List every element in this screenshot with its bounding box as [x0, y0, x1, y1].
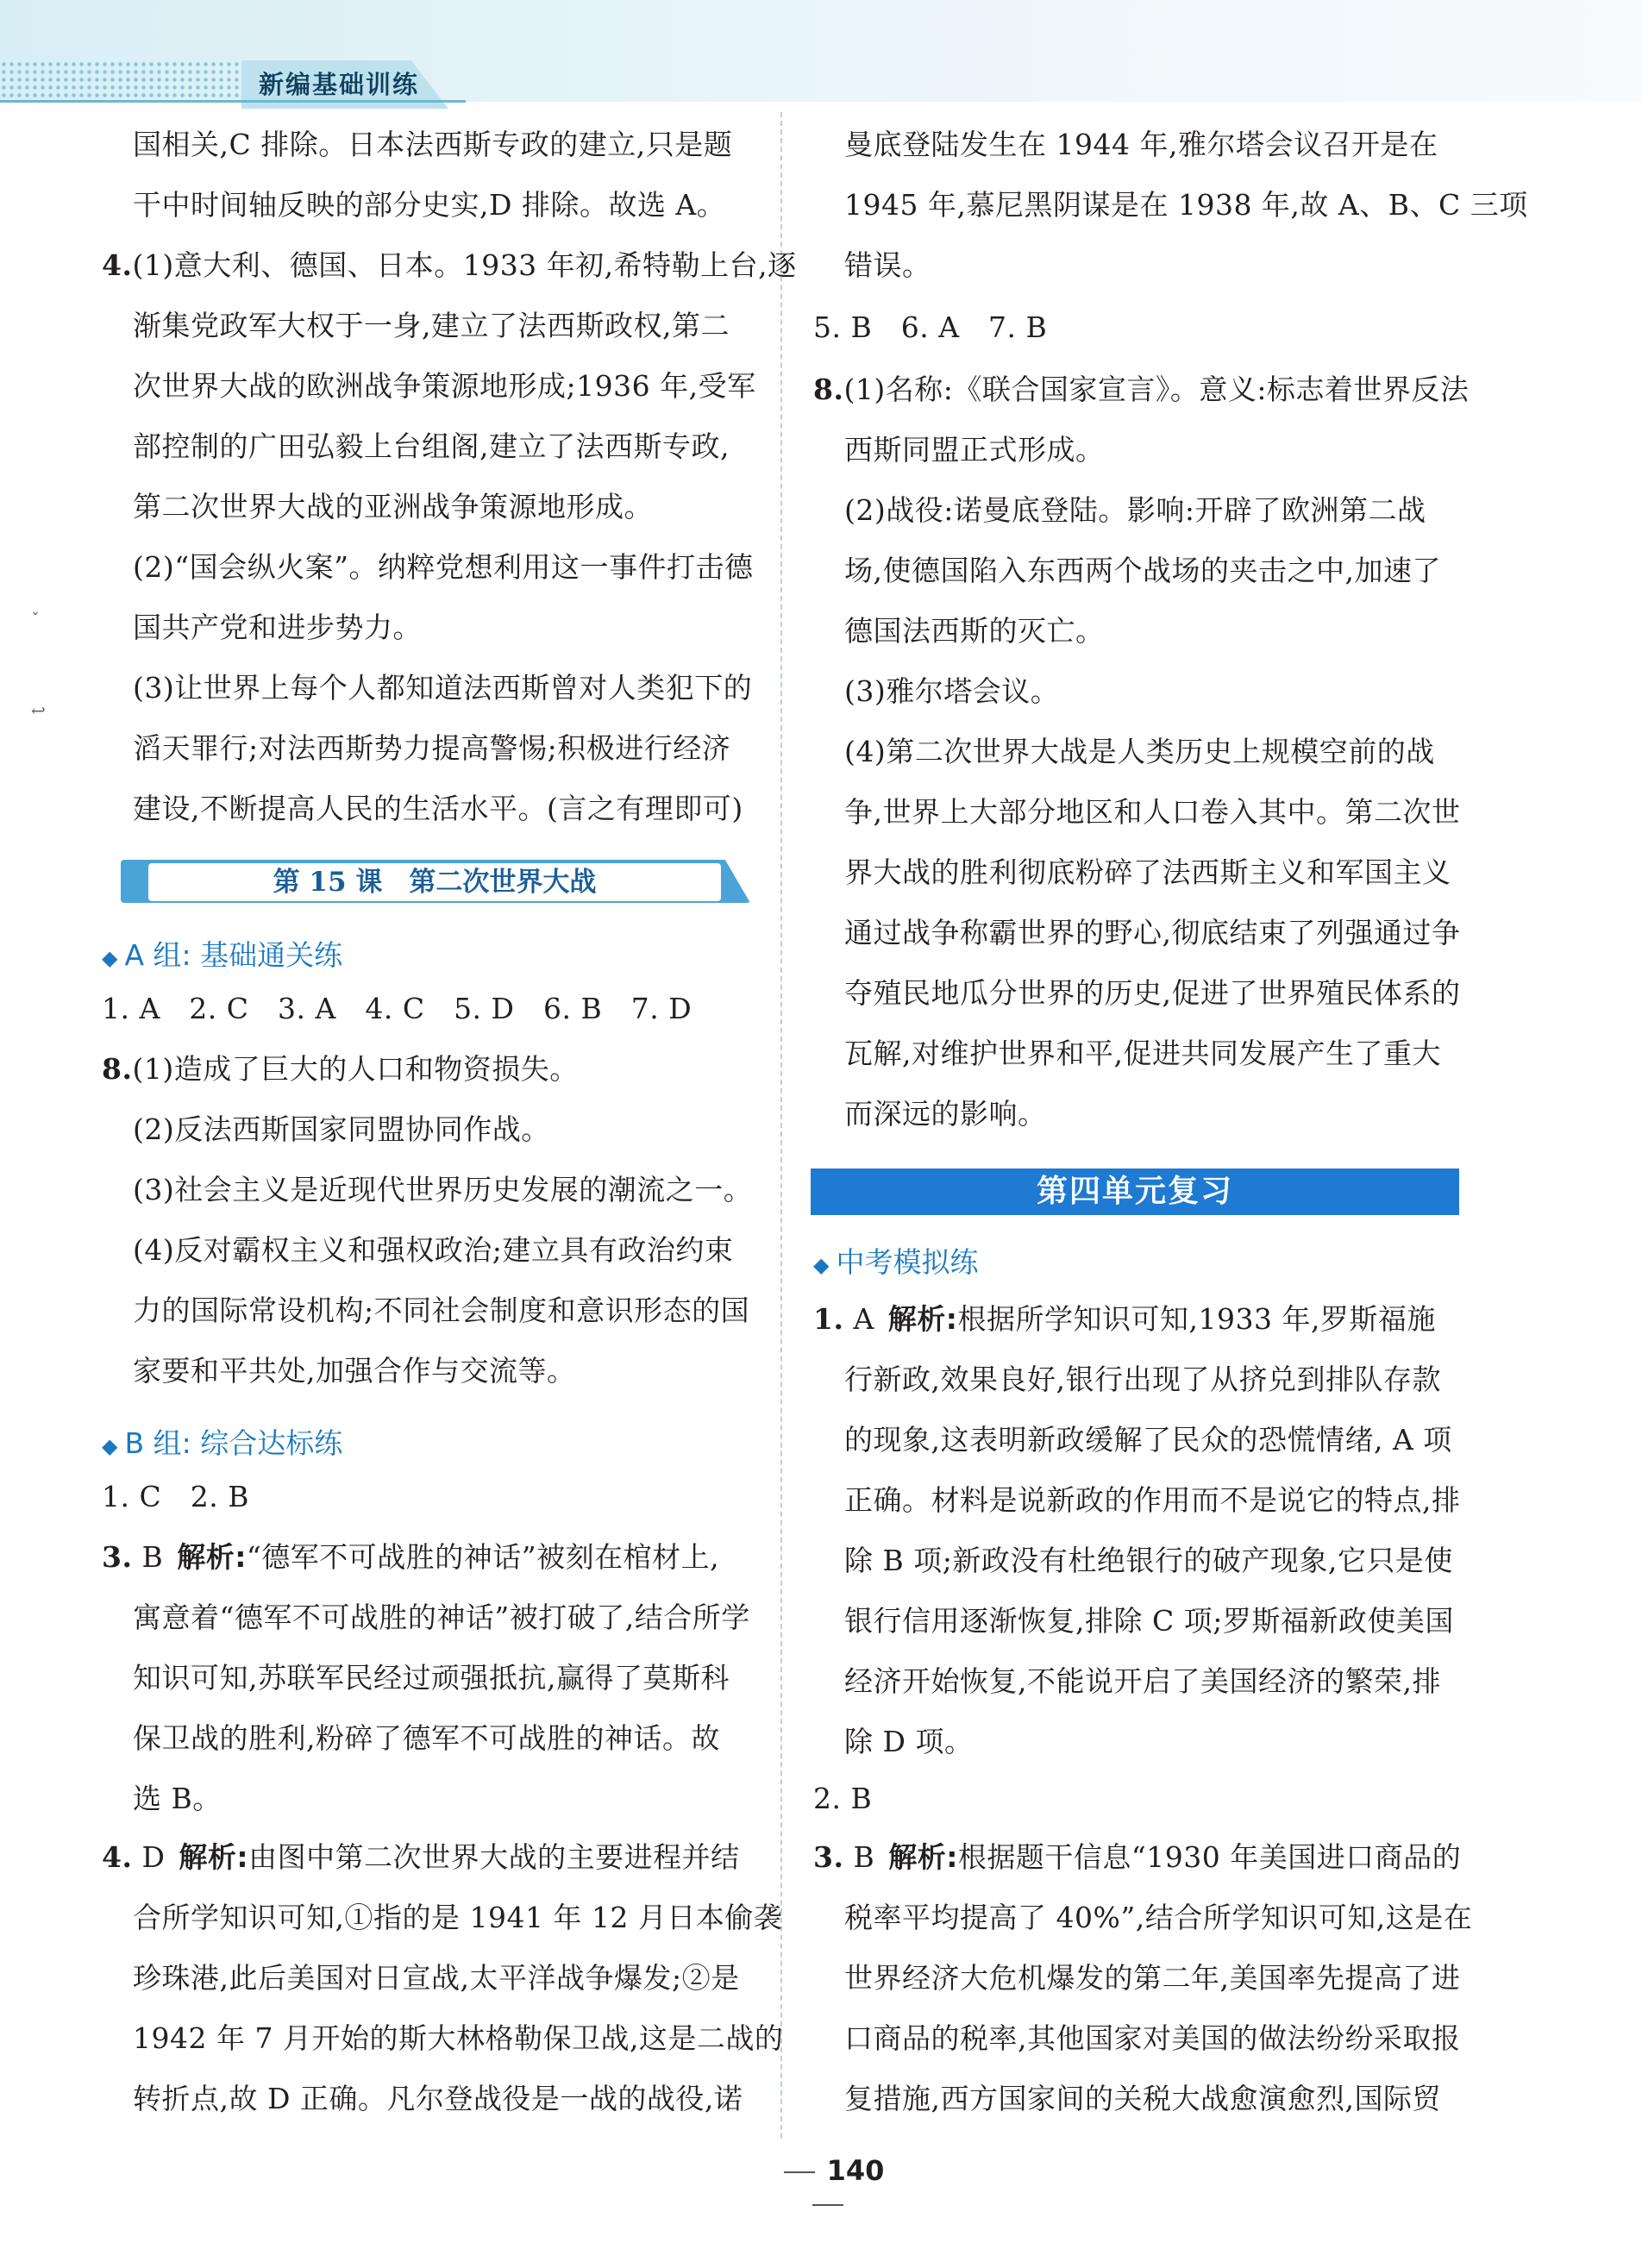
text-line	[813, 371, 1469, 409]
text-line	[133, 1959, 740, 1997]
text-line	[844, 1602, 1454, 1640]
text-line	[133, 730, 730, 767]
text-line	[133, 2080, 743, 2118]
group-a-heading	[102, 933, 342, 974]
answer-letter: A	[843, 1302, 874, 1336]
line-text: 知识可知,苏联军民经过顽强抵抗,赢得了莫斯科	[133, 1661, 730, 1695]
line-text: 次世界大战的欧洲战争策源地形成;1936 年,受军	[133, 369, 756, 403]
text-line	[133, 1111, 550, 1149]
question-number: 1.	[813, 1302, 844, 1336]
line-text: 世界经济大危机爆发的第二年,美国率先提高了进	[844, 1961, 1461, 1995]
analysis-label: 解析:	[887, 1302, 958, 1336]
text-line	[133, 1599, 750, 1637]
line-text: 经济开始恢复,不能说开启了美国经济的繁荣,排	[844, 1664, 1441, 1698]
text-line	[813, 1300, 1436, 1338]
line-text: 行新政,效果良好,银行出现了从挤兑到排队存款	[844, 1363, 1441, 1396]
line-text: 场,使德国陷入东西两个战场的夹击之中,加速了	[844, 554, 1441, 587]
line-text: 德国法西斯的灭亡。	[844, 614, 1105, 648]
diamond-icon: ◆	[102, 946, 118, 970]
line-text: (1)造成了巨大的人口和物资损失。	[132, 1052, 579, 1086]
group-label: 中考模拟练	[836, 1245, 979, 1279]
text-line	[844, 492, 1426, 529]
text-line	[133, 609, 422, 647]
text-line	[102, 1050, 579, 1088]
text-line	[844, 1663, 1441, 1701]
text-line	[844, 552, 1441, 590]
header-rule	[0, 100, 466, 103]
line-text: 保卫战的胜利,粉碎了德军不可战胜的神话。故	[133, 1721, 720, 1755]
line-text: (2)“国会纵火案”。纳粹党想利用这一事件打击德	[133, 550, 754, 584]
line-text: 建设,不断提高人民的生活水平。(言之有理即可)	[133, 792, 743, 825]
line-text: 争,世界上大部分地区和人口卷入其中。第二次世	[844, 795, 1461, 829]
text-line	[133, 1352, 576, 1390]
answer-2: 2. B	[813, 1782, 873, 1815]
text-line	[133, 2020, 783, 2058]
text-line	[844, 1361, 1441, 1399]
unit-review-title: 第四单元复习	[811, 1168, 1459, 1215]
text-line	[102, 247, 797, 285]
text-line	[844, 673, 1059, 711]
line-text: 曼底登陆发生在 1944 年,雅尔塔会议召开是在	[844, 128, 1438, 161]
text-line	[133, 1720, 720, 1757]
text-line	[133, 186, 725, 224]
text-line	[844, 1723, 973, 1761]
question-number: 4.	[102, 248, 133, 282]
line-text: 国相关,C 排除。日本法西斯专政的建立,只是题	[133, 128, 733, 161]
question-number: 8.	[813, 373, 844, 406]
text-line	[844, 733, 1435, 771]
text-line	[844, 914, 1461, 952]
line-text: (4)反对霸权主义和强权政治;建立具有政治约束	[133, 1233, 734, 1267]
text-line	[133, 488, 653, 526]
line-text: 除 B 项;新政没有杜绝银行的破产现象,它只是使	[844, 1544, 1453, 1577]
line-text: 转折点,故 D 正确。凡尔登战役是一战的战役,诺	[133, 2082, 743, 2115]
text-line	[844, 793, 1461, 831]
text-line	[133, 1171, 752, 1209]
question-number: 3.	[102, 1540, 133, 1574]
text-line	[133, 1231, 733, 1269]
line-text: 正确。材料是说新政的作用而不是说它的特点,排	[844, 1483, 1461, 1517]
zhongkao-heading	[813, 1240, 978, 1281]
page-number: 140	[750, 2154, 906, 2220]
line-text: 银行信用逐渐恢复,排除 C 项;罗斯福新政使美国	[844, 1604, 1454, 1638]
margin-mark: ↩	[31, 700, 46, 721]
line-text: 错误。	[844, 248, 931, 282]
line-text: 滔天罪行;对法西斯势力提高警惕;积极进行经济	[133, 731, 731, 765]
line-text: 通过战争称霸世界的野心,彻底结束了列强通过争	[844, 916, 1461, 949]
line-text: 1945 年,慕尼黑阴谋是在 1938 年,故 A、B、C 三项	[844, 188, 1528, 222]
text-line	[844, 1542, 1453, 1580]
line-text: 干中时间轴反映的部分史实,D 排除。故选 A。	[133, 188, 726, 222]
line-text: 渐集党政军大权于一身,建立了法西斯政权,第二	[133, 309, 730, 342]
text-line	[133, 669, 752, 707]
text-line	[133, 1292, 749, 1330]
text-line	[844, 2020, 1461, 2058]
line-text: 税率平均提高了 40%”,结合所学知识可知,这是在	[844, 1901, 1473, 1934]
group-b-heading	[102, 1421, 342, 1462]
text-line	[133, 548, 754, 586]
analysis-label: 解析:	[177, 1540, 247, 1574]
text-line	[844, 1482, 1461, 1519]
line-text: 根据题干信息“1930 年美国进口商品的	[957, 1840, 1462, 1874]
text-line	[844, 1899, 1472, 1937]
question-number: 4.	[102, 1840, 133, 1874]
analysis-label: 解析:	[888, 1840, 958, 1874]
text-line	[844, 1035, 1441, 1073]
text-line	[133, 367, 756, 405]
lesson-title: 第 15 课 第二次世界大战	[148, 863, 721, 901]
answer-letter: B	[132, 1540, 164, 1574]
text-line	[133, 1659, 730, 1697]
line-text: (3)让世界上每个人都知道法西斯曾对人类犯下的	[133, 671, 753, 705]
text-line	[133, 1899, 782, 1937]
text-line	[844, 1095, 1047, 1133]
margin-mark: ˇ	[31, 609, 40, 630]
group-label: A 组: 基础通关练	[124, 938, 343, 972]
line-text: 第二次世界大战的亚洲战争策源地形成。	[133, 490, 653, 523]
text-line	[844, 2080, 1441, 2118]
line-text: 力的国际常设机构;不同社会制度和意识形态的国	[133, 1294, 750, 1327]
series-title: 新编基础训练	[259, 70, 420, 99]
line-text: 珍珠港,此后美国对日宣战,太平洋战争爆发;②是	[133, 1961, 740, 1995]
line-text: (1)意大利、德国、日本。1933 年初,希特勒上台,逐	[132, 248, 797, 282]
line-text: 复措施,西方国家间的关税大战愈演愈烈,国际贸	[844, 2082, 1441, 2115]
line-text: (2)反法西斯国家同盟协同作战。	[133, 1112, 550, 1146]
line-text: 的现象,这表明新政缓解了民众的恐慌情绪, A 项	[844, 1423, 1452, 1457]
line-text: 家要和平共处,加强合作与交流等。	[133, 1354, 576, 1388]
line-text: 口商品的税率,其他国家对美国的做法纷纷采取报	[844, 2021, 1461, 2055]
line-text: (4)第二次世界大战是人类历史上规模空前的战	[844, 735, 1435, 768]
line-text: 西斯同盟正式形成。	[844, 433, 1105, 467]
group-b-answers: 1. C 2. B	[102, 1480, 249, 1513]
text-line	[844, 431, 1105, 469]
group-a-answers: 1. A 2. C 3. A 4. C 5. D 6. B 7. D	[102, 992, 693, 1025]
text-line	[844, 854, 1451, 892]
line-text: 由图中第二次世界大战的主要进程并结	[248, 1840, 740, 1874]
line-text: (2)战役:诺曼底登陆。影响:开辟了欧洲第二战	[844, 493, 1426, 527]
line-text: 界大战的胜利彻底粉碎了法西斯主义和军国主义	[844, 855, 1451, 889]
answer-letter: D	[132, 1840, 166, 1874]
header-dot-pattern	[0, 60, 259, 102]
text-line	[133, 307, 730, 345]
column-divider	[780, 112, 782, 2139]
text-line	[102, 1839, 740, 1876]
line-text: (3)社会主义是近现代世界历史发展的潮流之一。	[133, 1173, 753, 1206]
text-line	[844, 126, 1438, 164]
text-line	[133, 428, 730, 466]
text-line	[133, 1780, 222, 1818]
line-text: 国共产党和进步势力。	[133, 611, 422, 644]
line-text: (1)名称:《联合国家宣言》。意义:标志着世界反法	[843, 373, 1470, 406]
line-text: 瓦解,对维护世界和平,促进共同发展产生了重大	[844, 1037, 1441, 1070]
answers-5-7: 5. B 6. A 7. B	[813, 310, 1048, 344]
text-line	[133, 790, 743, 828]
diamond-icon: ◆	[813, 1253, 830, 1277]
line-text: 1942 年 7 月开始的斯大林格勒保卫战,这是二战的	[133, 2021, 784, 2055]
line-text: 根据所学知识可知,1933 年,罗斯福施	[957, 1302, 1436, 1336]
text-line	[844, 1421, 1452, 1459]
line-text: 寓意着“德军不可战胜的神话”被打破了,结合所学	[133, 1601, 750, 1634]
text-line	[844, 612, 1105, 650]
text-line	[844, 1959, 1461, 1997]
text-line	[844, 247, 931, 285]
question-number: 8.	[102, 1052, 133, 1086]
line-text: 合所学知识可知,①指的是 1941 年 12 月日本偷袭	[133, 1901, 783, 1934]
line-text: “德军不可战胜的神话”被刻在棺材上,	[246, 1540, 720, 1574]
diamond-icon: ◆	[102, 1434, 118, 1458]
line-text: 选 B。	[133, 1782, 222, 1815]
text-line	[844, 974, 1461, 1012]
line-text: 而深远的影响。	[844, 1097, 1047, 1131]
analysis-label: 解析:	[179, 1840, 249, 1874]
line-text: 夺殖民地瓜分世界的历史,促进了世界殖民体系的	[844, 976, 1461, 1010]
question-number: 3.	[813, 1840, 844, 1874]
text-line	[102, 1538, 719, 1576]
line-text: 部控制的广田弘毅上台组阁,建立了法西斯专政,	[133, 429, 730, 463]
text-line	[844, 186, 1528, 224]
answer-letter: B	[843, 1840, 875, 1874]
text-line	[813, 1839, 1461, 1876]
line-text: (3)雅尔塔会议。	[844, 674, 1060, 708]
line-text: 除 D 项。	[844, 1725, 974, 1758]
text-line	[133, 126, 732, 164]
group-label: B 组: 综合达标练	[124, 1426, 343, 1460]
